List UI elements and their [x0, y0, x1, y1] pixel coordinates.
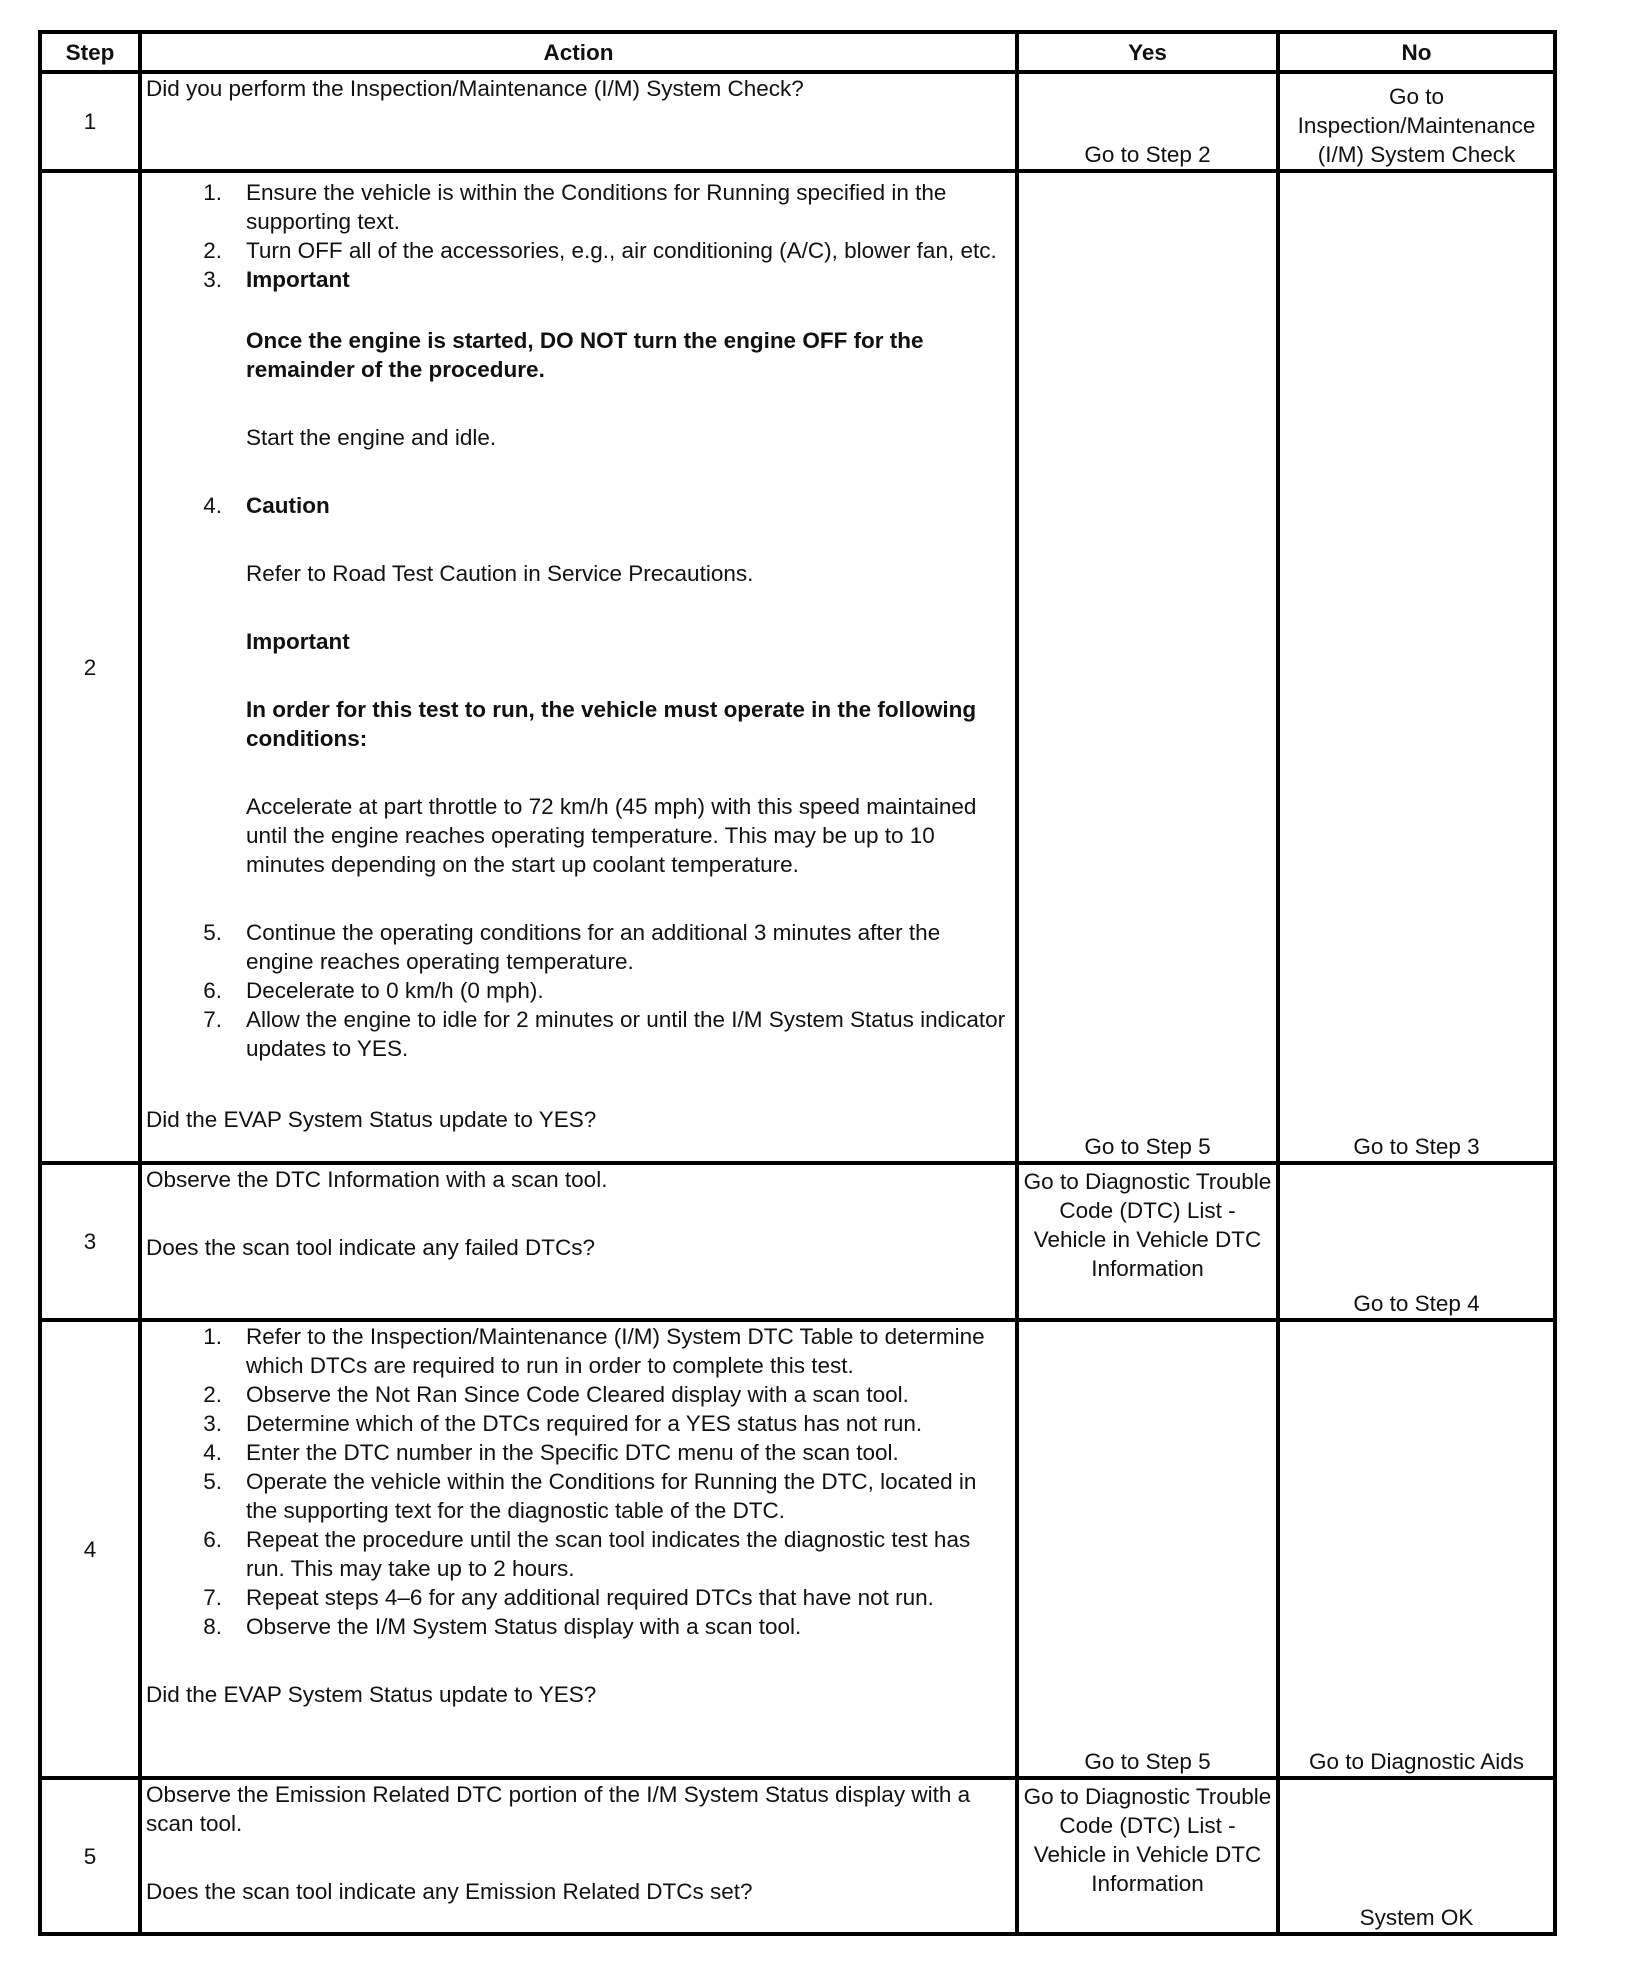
- action-cell: [140, 171, 1017, 1163]
- step-number: 4: [40, 1320, 140, 1778]
- no-cell: Go to Inspection/Maintenance (I/M) System Check: [1278, 72, 1555, 171]
- instruction-text: Observe the DTC Information with a scan tool.: [146, 1167, 608, 1192]
- list-item: 5. Operate the vehicle within the Conditions for Running the DTC, located in the supporting text for the diagnostic table of the DTC.: [203, 1469, 977, 1523]
- list-item: 4. Caution: [203, 493, 330, 518]
- header-no: No: [1278, 32, 1555, 72]
- instruction-text: Observe the Emission Related DTC portion of the I/M System Status display with a scan tool.: [146, 1782, 971, 1836]
- list-item: 1. Ensure the vehicle is within the Conditions for Running specified in the supporting text.: [203, 180, 947, 234]
- list-item: 2. Observe the Not Ran Since Code Cleared display with a scan tool.: [203, 1382, 909, 1407]
- question-text: Does the scan tool indicate any Emission Related DTCs set?: [146, 1879, 753, 1904]
- no-cell: Go to Step 4: [1278, 1163, 1555, 1320]
- step-number: 1: [40, 72, 140, 171]
- yes-cell: Go to Step 5: [1017, 171, 1278, 1163]
- table-row: [40, 1163, 1555, 1320]
- no-cell: Go to Step 3: [1278, 171, 1555, 1163]
- yes-cell: Go to Step 5: [1017, 1320, 1278, 1778]
- list-item: 7. Allow the engine to idle for 2 minutes or until the I/M System Status indicator updates to YES.: [203, 1007, 1006, 1061]
- step-number: 5: [40, 1778, 140, 1934]
- question-text: Does the scan tool indicate any failed DTCs?: [146, 1235, 595, 1260]
- question-text: Did you perform the Inspection/Maintenance (I/M) System Check?: [146, 76, 804, 101]
- question-text: Did the EVAP System Status update to YES?: [146, 1682, 597, 1707]
- list-item: 2. Turn OFF all of the accessories, e.g., air conditioning (A/C), blower fan, etc.: [203, 238, 997, 263]
- no-cell: Go to Diagnostic Aids: [1278, 1320, 1555, 1778]
- action-cell: [140, 72, 1017, 171]
- list-item: 1. Refer to the Inspection/Maintenance (I/M) System DTC Table to determine which DTCs are required to run in order to complete this test.: [203, 1324, 985, 1378]
- list-item: 7. Repeat steps 4–6 for any additional required DTCs that have not run.: [203, 1585, 934, 1610]
- important-note: In order for this test to run, the vehicle must operate in the following conditions:: [246, 697, 977, 751]
- list-item: 3. Important: [203, 267, 350, 292]
- condition-text: Accelerate at part throttle to 72 km/h (45 mph) with this speed maintained until the engine reaches operating temperature. This may be up to 10 minutes depending on the start up coolant temperature.: [246, 794, 977, 877]
- header-yes: Yes: [1017, 32, 1278, 72]
- note-text: Start the engine and idle.: [246, 425, 497, 450]
- procedure-list: [146, 178, 1011, 294]
- list-item: 5. Continue the operating conditions for an additional 3 minutes after the engine reaches operating temperature.: [203, 920, 941, 974]
- action-cell: [140, 1163, 1017, 1320]
- step-number: 3: [40, 1163, 140, 1320]
- table-row: [40, 72, 1555, 171]
- step-number: 2: [40, 171, 140, 1163]
- diagnostic-table-container: [38, 30, 1553, 1936]
- list-item: 6. Repeat the procedure until the scan tool indicates the diagnostic test has run. This may take up to 2 hours.: [203, 1527, 971, 1581]
- header-action: Action: [140, 32, 1017, 72]
- yes-cell: Go to Diagnostic Trouble Code (DTC) List - Vehicle in Vehicle DTC Information: [1017, 1163, 1278, 1320]
- table-row: [40, 1778, 1555, 1934]
- no-cell: System OK: [1278, 1778, 1555, 1934]
- important-block: [246, 294, 1011, 491]
- list-item: 4. Enter the DTC number in the Specific DTC menu of the scan tool.: [203, 1440, 899, 1465]
- table-row: [40, 171, 1555, 1163]
- important-note: Once the engine is started, DO NOT turn the engine OFF for the remainder of the procedure.: [246, 328, 924, 382]
- list-item: 3. Determine which of the DTCs required for a YES status has not run.: [203, 1411, 923, 1436]
- diagnostic-table: [38, 30, 1557, 1936]
- caution-text: Refer to Road Test Caution in Service Precautions.: [246, 561, 754, 586]
- caution-block: [246, 520, 1011, 918]
- header-step: Step: [40, 32, 140, 72]
- yes-cell: Go to Diagnostic Trouble Code (DTC) List - Vehicle in Vehicle DTC Information: [1017, 1778, 1278, 1934]
- question-text: Did the EVAP System Status update to YES?: [146, 1107, 597, 1132]
- procedure-list: [146, 1322, 1011, 1641]
- important-label: Important: [246, 629, 350, 654]
- list-item: 8. Observe the I/M System Status display with a scan tool.: [203, 1614, 802, 1639]
- table-row: [40, 1320, 1555, 1778]
- header-row: [40, 32, 1555, 72]
- action-cell: [140, 1320, 1017, 1778]
- yes-cell: Go to Step 2: [1017, 72, 1278, 171]
- action-cell: [140, 1778, 1017, 1934]
- list-item: 6. Decelerate to 0 km/h (0 mph).: [203, 978, 544, 1003]
